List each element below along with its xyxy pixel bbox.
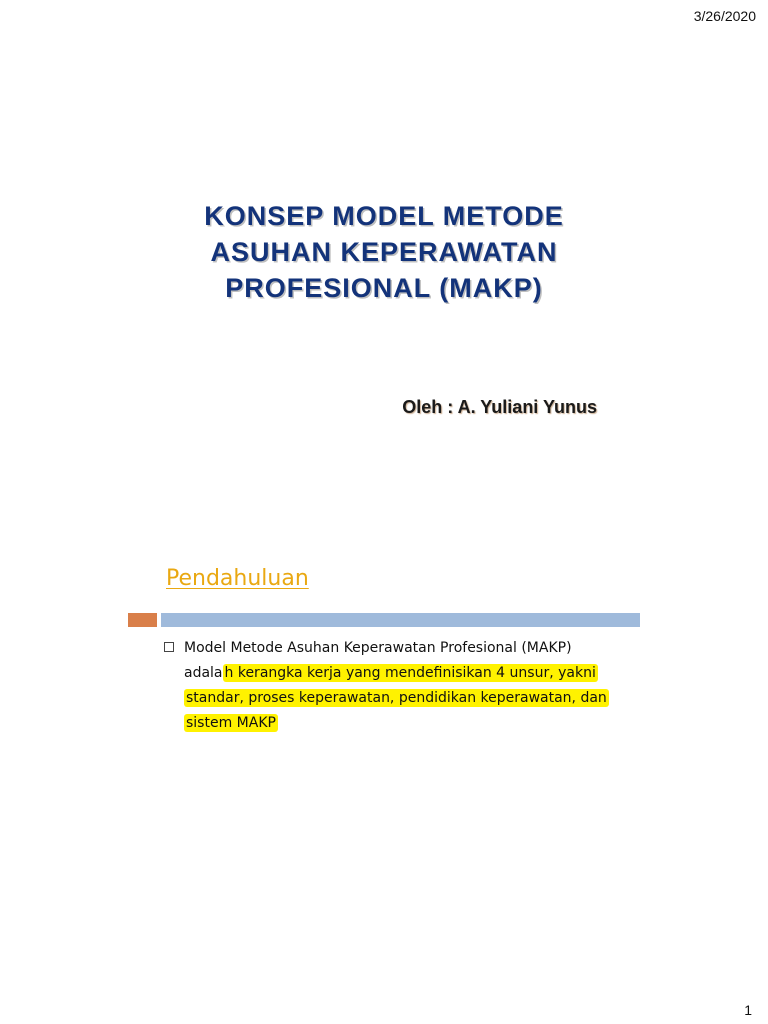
divider-bar — [161, 613, 640, 627]
section-title: Pendahuluan — [166, 566, 309, 591]
hollow-square-bullet-icon — [164, 642, 174, 652]
author-credit: Oleh : A. Yuliani Yunus — [402, 397, 597, 417]
bullet-text — [184, 636, 614, 736]
title-line-1: KONSEP MODEL METODE — [204, 201, 564, 231]
page-number: 1 — [744, 1002, 752, 1018]
title-line-2: ASUHAN KEPERAWATAN — [210, 237, 558, 267]
title-line-3: PROFESIONAL (MAKP) — [225, 273, 543, 303]
bullet-text-highlighted: h kerangka kerja yang mendefinisikan 4 unsur, yakni standar, proses keperawatan, pendidikan keperawatan, dan sistem MAKP — [186, 665, 607, 731]
slide-title-heading — [128, 198, 640, 306]
divider-accent-block — [128, 613, 157, 627]
slide-title — [128, 170, 640, 470]
bullet-text-plain: Model Metode Asuhan Keperawatan Profesional (MAKP) adala — [184, 640, 572, 681]
section-divider — [128, 613, 640, 627]
slide-introduction — [128, 560, 640, 780]
print-date: 3/26/2020 — [693, 8, 756, 24]
